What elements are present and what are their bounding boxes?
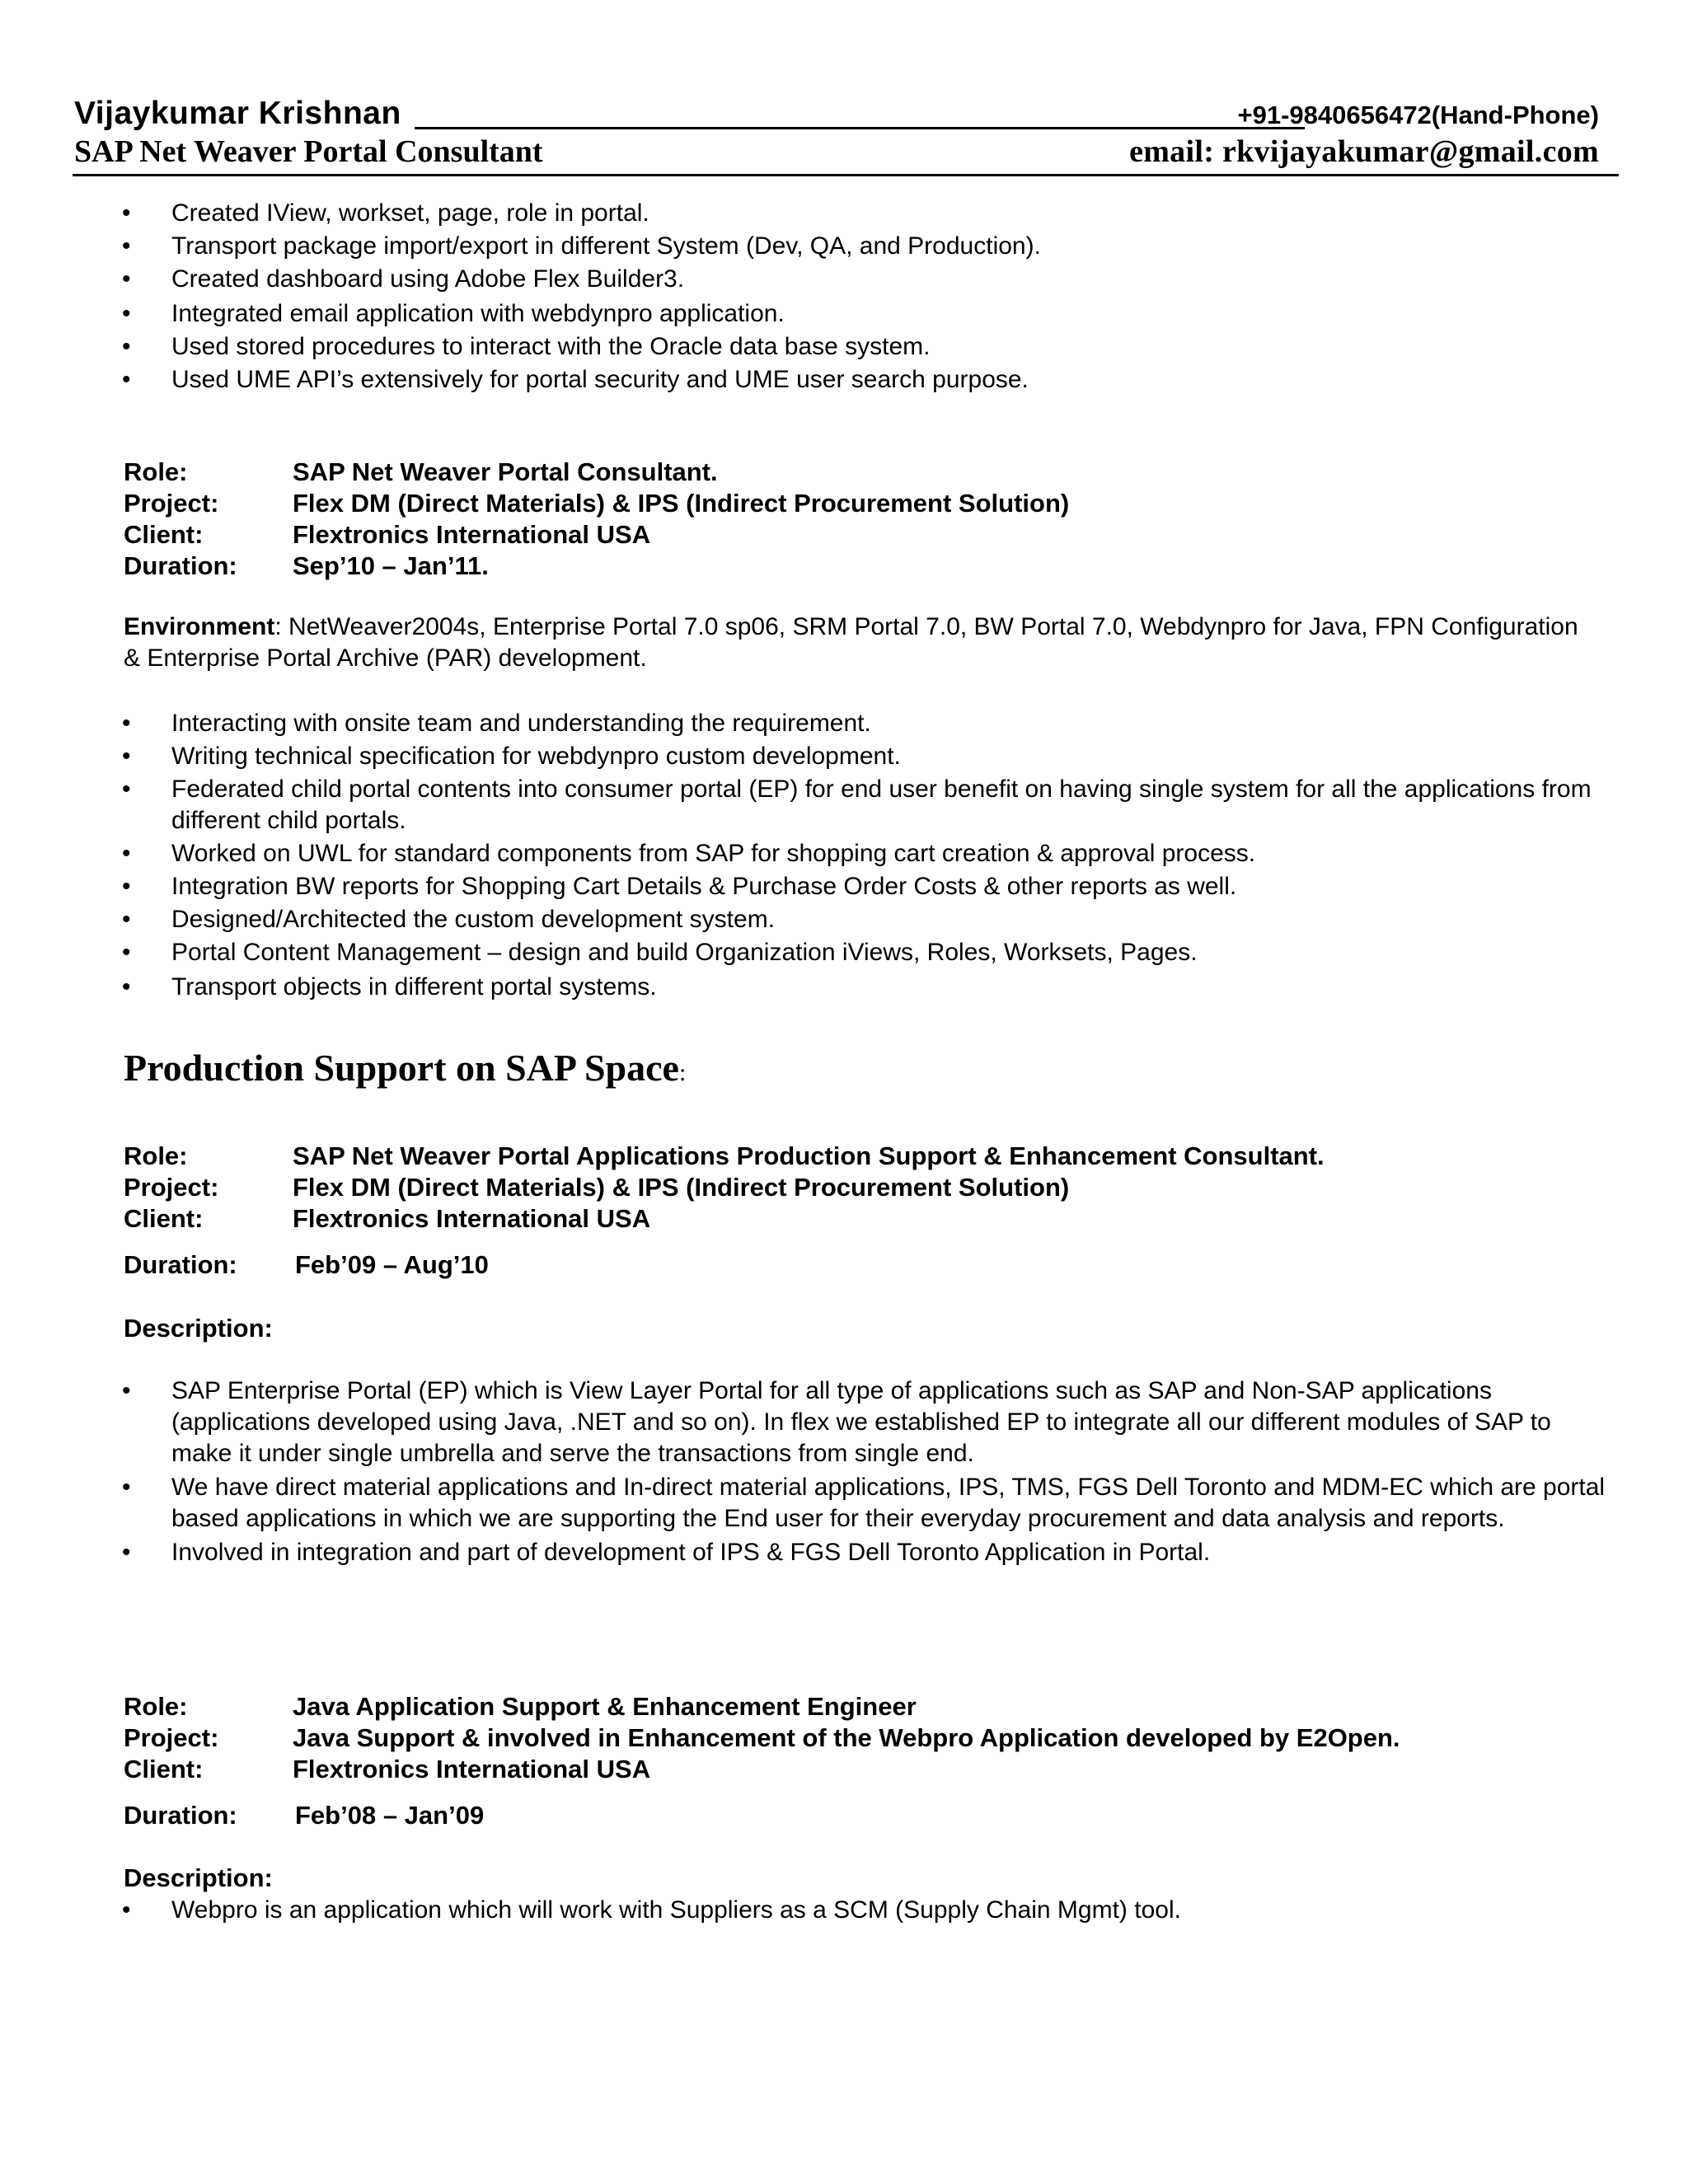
- list-item: • Transport package import/export in different System (Dev, QA, and Production).: [122, 231, 1606, 262]
- header-underline: [415, 127, 1305, 129]
- bullet-icon: •: [122, 1377, 131, 1404]
- list-item: • Integration BW reports for Shopping Cart Details & Purchase Order Costs & other reports as well.: [122, 871, 1606, 902]
- list-item: • Integrated email application with webdynpro application.: [122, 298, 1606, 330]
- bullet-icon: •: [122, 366, 131, 393]
- header-row-2: [74, 132, 1599, 175]
- list-item: • Transport objects in different portal systems.: [122, 972, 1606, 1003]
- bullet-icon: •: [122, 840, 131, 867]
- list-item: • Created IView, workset, page, role in portal.: [122, 198, 1606, 229]
- bullet-icon: •: [122, 333, 131, 360]
- list-item: • Worked on UWL for standard components from SAP for shopping cart creation & approval process.: [122, 838, 1606, 869]
- project-2-duration: Feb’09 – Aug’10: [295, 1250, 489, 1279]
- bullet-icon: •: [122, 973, 131, 1001]
- bullet-icon: •: [122, 743, 131, 770]
- project-3-description-label: Description:: [124, 1863, 273, 1892]
- project-3-duration-row: Duration: Feb’08 – Jan’09: [124, 1801, 485, 1830]
- list-item: • Federated child portal contents into consumer portal (EP) for end user benefit on having single system for all the applications from different child portals.: [122, 776, 1592, 834]
- list-item: • Created dashboard using Adobe Flex Builder3.: [122, 264, 1606, 295]
- header-divider: [73, 174, 1619, 176]
- project-3-client: Flextronics International USA: [293, 1755, 651, 1783]
- bullet-icon: •: [122, 265, 131, 293]
- bullet-icon: •: [122, 1896, 131, 1924]
- list-item: • Portal Content Management – design and build Organization iViews, Roles, Worksets, Pages.: [122, 937, 1606, 968]
- project-3-role: Java Application Support & Enhancement Engineer: [293, 1692, 917, 1721]
- bullet-icon: •: [122, 1539, 131, 1566]
- candidate-name: Vijaykumar Krishnan: [74, 96, 401, 131]
- email-address: email: rkvijayakumar@gmail.com: [1129, 134, 1599, 169]
- project-3-bullet-list: [122, 1895, 1606, 1926]
- list-item: • Writing technical specification for webdynpro custom development.: [122, 741, 1606, 772]
- project-2-client: Flextronics International USA: [293, 1204, 651, 1233]
- project-1-bullet-list: [122, 708, 1606, 1003]
- project-2-details: Role: SAP Net Weaver Portal Applications Production Support & Enhancement Consultant. Project: Flex DM (Direct Materials) & IPS (Indirect Procurement Solution) Client: Flextronics International USA: [124, 1141, 1325, 1233]
- project-2-description-label: Description:: [124, 1314, 273, 1343]
- bullet-icon: •: [122, 939, 131, 966]
- project-3-duration: Feb’08 – Jan’09: [295, 1801, 485, 1830]
- bullet-icon: •: [122, 1474, 131, 1501]
- project-1-environment: Environment: NetWeaver2004s, Enterprise Portal 7.0 sp06, SRM Portal 7.0, BW Portal 7.0, Webdynpro for Java, FPN Configuration & Enterprise Portal Archive (PAR) development.: [124, 613, 1578, 672]
- list-item: • Designed/Architected the custom development system.: [122, 904, 1606, 935]
- project-2-bullet-list: [122, 1376, 1606, 1568]
- bullet-icon: •: [122, 710, 131, 737]
- project-2-duration-row: Duration: Feb’09 – Aug’10: [124, 1250, 489, 1279]
- list-item: • Involved in integration and part of development of IPS & FGS Dell Toronto Application in Portal.: [122, 1537, 1606, 1568]
- project-1-details: Role: SAP Net Weaver Portal Consultant. Project: Flex DM (Direct Materials) & IPS (Indirect Procurement Solution) Client: Flextronics International USA Duration: Sep’10 – Jan’11.: [124, 457, 1070, 580]
- project-3-details: Role: Java Application Support & Enhancement Engineer Project: Java Support & involved in Enhancement of the Webpro Application developed by E2Open. Client: Flextronics International USA: [124, 1692, 1400, 1783]
- bullet-icon: •: [122, 232, 131, 260]
- project-1-role: SAP Net Weaver Portal Consultant.: [293, 457, 718, 486]
- project-1-client: Flextronics International USA: [293, 520, 651, 549]
- list-item: • SAP Enterprise Portal (EP) which is View Layer Portal for all type of applications such as SAP and Non-SAP applications (applications developed using Java, .NET and so on). In flex we established EP to integrate all our different modules of SAP to make it under single umbrella and serve the transactions from single end.: [122, 1377, 1551, 1467]
- list-item: • Used stored procedures to interact with the Oracle data base system.: [122, 331, 1606, 363]
- bullet-icon: •: [122, 300, 131, 327]
- bullet-icon: •: [122, 776, 131, 803]
- header-row-1: [74, 94, 1599, 135]
- bullet-icon: •: [122, 199, 131, 227]
- list-item: • Webpro is an application which will work with Suppliers as a SCM (Supply Chain Mgmt) tool.: [122, 1895, 1606, 1926]
- phone-number: +91-9840656472(Hand-Phone): [1237, 101, 1599, 129]
- intro-bullet-list: [122, 198, 1606, 396]
- list-item: • We have direct material applications and In-direct material applications, IPS, TMS, FGS Dell Toronto and MDM-EC which are portal based applications in which we are supporting the End user for their everyday procurement and data analysis and reports.: [122, 1474, 1606, 1532]
- section-heading: Production Support on SAP Space:: [124, 1047, 687, 1089]
- list-item: • Interacting with onsite team and understanding the requirement.: [122, 708, 1606, 739]
- list-item: • Used UME API’s extensively for portal security and UME user search purpose.: [122, 364, 1606, 396]
- project-2-project: Flex DM (Direct Materials) & IPS (Indirect Procurement Solution): [293, 1173, 1070, 1202]
- bullet-icon: •: [122, 873, 131, 900]
- project-3-project: Java Support & involved in Enhancement of the Webpro Application developed by E2Open.: [293, 1723, 1400, 1752]
- bullet-icon: •: [122, 906, 131, 933]
- project-2-role: SAP Net Weaver Portal Applications Production Support & Enhancement Consultant.: [293, 1141, 1325, 1170]
- project-1-duration: Sep’10 – Jan’11.: [293, 551, 489, 580]
- job-title: SAP Net Weaver Portal Consultant: [74, 134, 543, 169]
- project-1-project: Flex DM (Direct Materials) & IPS (Indirect Procurement Solution): [293, 489, 1070, 518]
